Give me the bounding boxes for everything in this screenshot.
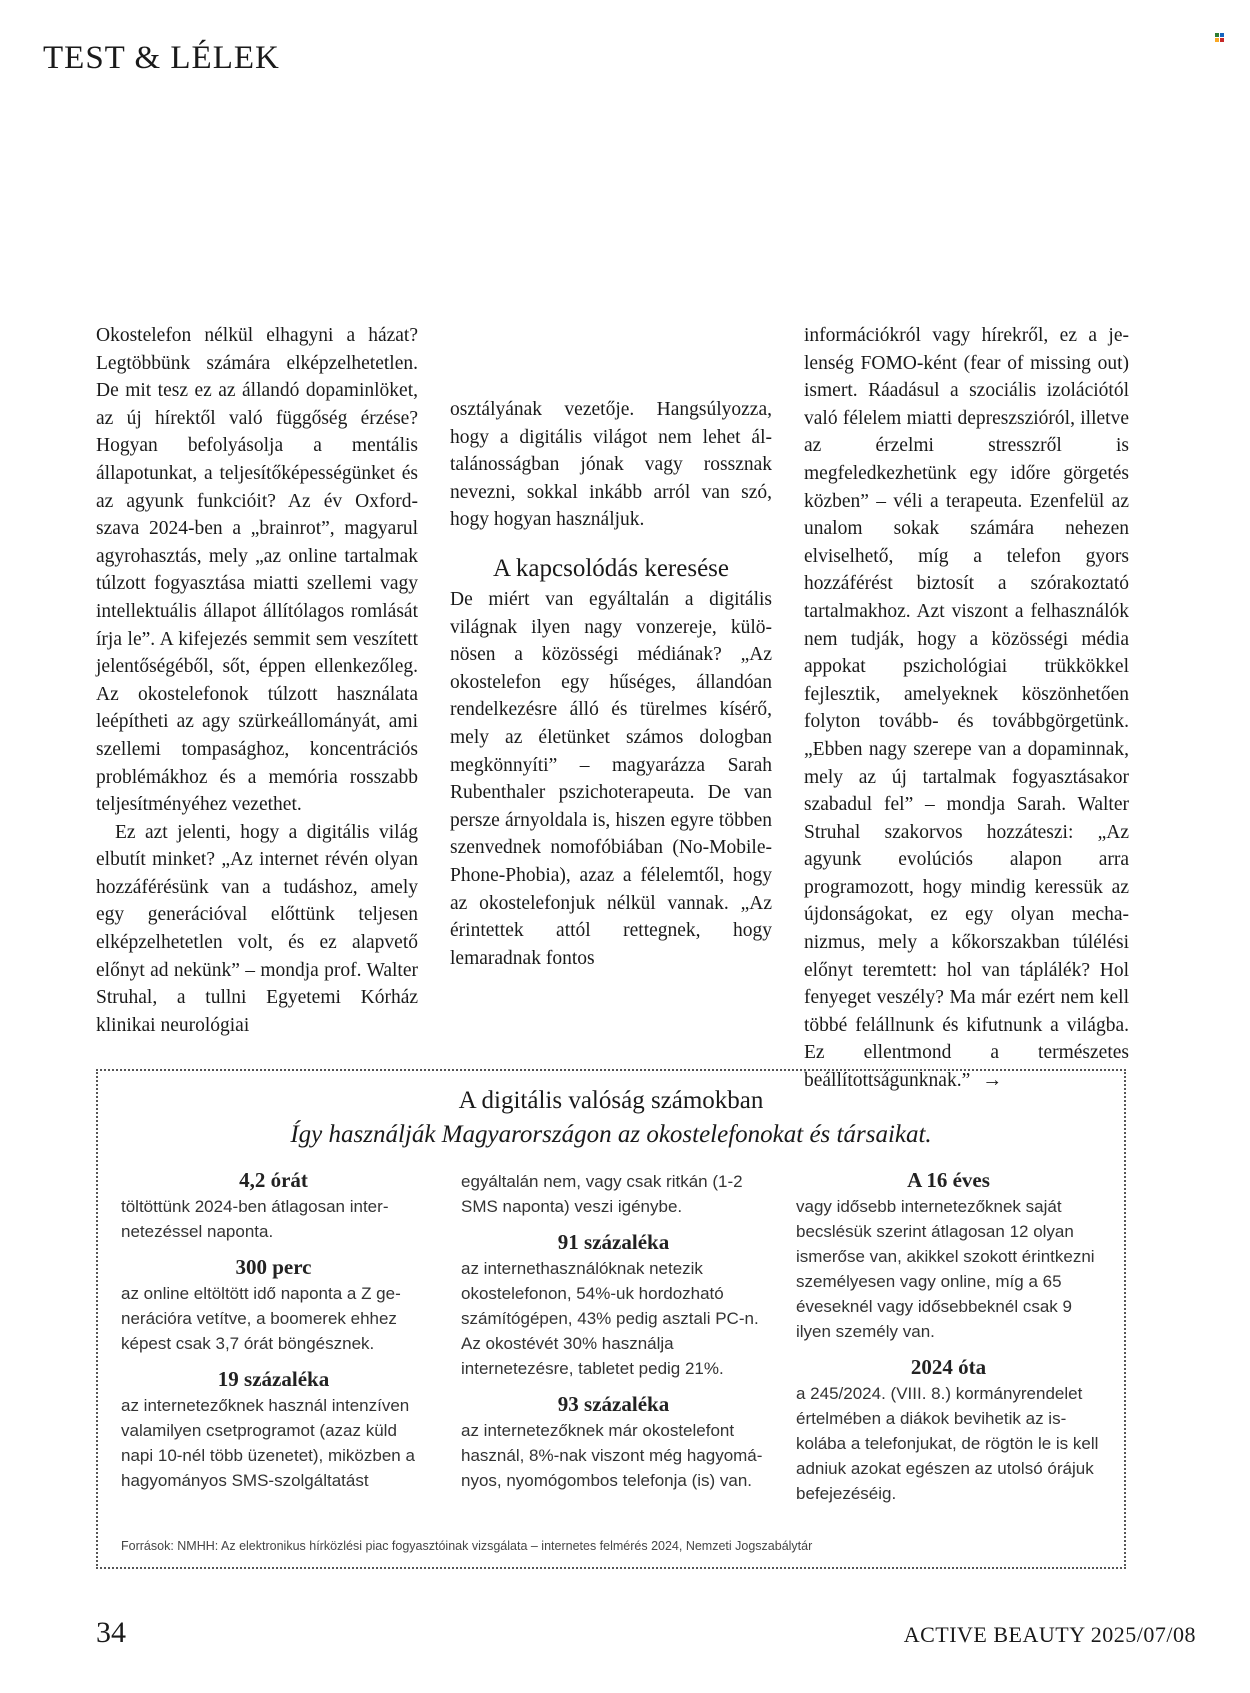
stat-headline: 93 százaléka bbox=[557, 1392, 670, 1416]
stat-text: vagy idősebb internetezőknek saját becslésük szerint átlagosan 12 olyan ismerőse van, akikkel szokott érintkezni személyesen vagy online, míg a 65 éveseknél vagy idősebbeknél csak 9 ilyen személy van. bbox=[796, 1197, 1095, 1341]
stat-text: töltöttünk 2024-ben átlagosan internetezéssel naponta. bbox=[121, 1197, 389, 1241]
stat-text: az internetezőknek használ intenzíven valamilyen csetprogramot (azaz küld napi 10-nél több üzenetet), miközben a hagyományos SMS-szolgáltatást bbox=[121, 1396, 415, 1490]
stat-text: a 245/2024. (VIII. 8.) kormányrendelet értelmében a diákok bevihetik az iskolába a telefonjukat, de rögtön le is kell adniuk azokat egészen az utolsó órájuk befejezéséig. bbox=[796, 1384, 1099, 1503]
stat-item bbox=[461, 1229, 766, 1381]
color-mark-icon bbox=[1215, 33, 1225, 43]
article-paragraph: osztályának vezetője. Hangsúlyozza, hogy a digitális világot nem lehet általánosságban jónak vagy rossznak nevezni, sokkal inkább arról van szó, hogy hogyan használjuk. bbox=[450, 399, 772, 531]
stat-headline: 91 százaléka bbox=[557, 1230, 670, 1254]
stat-item bbox=[461, 1391, 766, 1493]
article-paragraph: De miért van egyáltalán a digitális világnak ilyen nagy vonzereje, különösen a közösségi médiának? „Az okostelefon egy hűséges, állandóan rendelkezésre álló és türelmes kísérő, mely az életünket számos dologban megkönnyíti” – magyarázza Sarah Rubenthaler pszichoterapeuta. De van persze árnyoldala is, hiszen egyre többen szenvednek nomofóbiában (No-Mobile-Phone-Phobia), azaz a félelemtől, hogy az okostelefonjuk nélkül vannak. „Az érintettek attól rettegnek, hogy lemaradnak fontos bbox=[450, 588, 772, 969]
box-subtitle: Így használják Magyarországon az okostelefonokat és társaikat. bbox=[290, 1121, 932, 1148]
stat-item bbox=[796, 1354, 1101, 1506]
section-title: TEST & LÉLEK bbox=[43, 40, 280, 76]
publication-name: ACTIVE BEAUTY 2025/07/08 bbox=[903, 1622, 1196, 1647]
color-mark-square bbox=[1215, 33, 1219, 37]
continue-arrow-icon: → bbox=[982, 1069, 1003, 1092]
article-column-2 bbox=[450, 396, 772, 972]
article-column-3 bbox=[804, 322, 1129, 1095]
article-paragraph: Ez azt jelenti, hogy a digitális világ elbutít minket? „Az internet révén olyan hozzáférésünk van a tudáshoz, amely egy generációval előttünk teljesen elképzelhetetlen volt, és ez alapvető előnyt ad nekünk” – mondja prof. Walter Struhal, a tullni Egyetemi Kórház klinikai neurológiai bbox=[96, 821, 418, 1036]
stat-text: egyáltalán nem, vagy csak ritkán (1-2 SMS naponta) veszi igénybe. bbox=[461, 1172, 743, 1216]
stat-text: az internethasználóknak netezik okostelefonon, 54%-uk hordozható számítógépen, 43% pedig asztali PC-n. Az okostévét 30% használja internetezésre, tabletet pedig 21%. bbox=[461, 1259, 759, 1378]
box-title: A digitális valóság számokban bbox=[458, 1087, 764, 1114]
stat-item bbox=[796, 1167, 1101, 1344]
stat-item bbox=[121, 1366, 426, 1493]
stat-headline: 300 perc bbox=[235, 1255, 312, 1279]
stat-text: az internetezőknek már okostelefont használ, 8%-nak viszont még hagyományos, nyomógombos telefonja (is) van. bbox=[461, 1421, 763, 1490]
article-paragraph: Okostelefon nélkül elhagyni a házat? Legtöbbünk számára elképzelhetetlen. De mit tesz ez az állandó dopaminlöket, az új hírektől való függőség érzése? Hogyan befolyásolja a mentális állapotunkat, a teljesítőképességünket és az agyunk funkcióit? Az év Oxford-szava 2024-ben a „brainrot”, magyarul agyrohasztás, mely „az online tartalmak túlzott fogyasztása miatti szellemi vagy intellektuális állapot állítólagos romlását írja le”. A kifejezés semmit sem veszített jelentőségéből, sőt, éppen ellenkezőleg. Az okostelefonok túlzott használata leépítheti az agy szürkeállományát, ami szellemi tompasághoz, koncentrációs problémákhoz és a memória rosszabb teljesítményéhez vezethet. bbox=[96, 325, 418, 816]
stat-text: az online eltöltött idő naponta a Z generációra vetítve, a boomerek ehhez képest csak 3,7 órát böngésznek. bbox=[121, 1284, 401, 1353]
stats-column-1 bbox=[121, 1167, 426, 1503]
article-subheading: A kapcsolódás keresése bbox=[492, 554, 730, 582]
color-mark-square bbox=[1220, 33, 1224, 37]
stats-column-2 bbox=[461, 1169, 766, 1503]
page-number: 34 bbox=[96, 1616, 126, 1649]
sources-note: Források: NMHH: Az elektronikus hírközlési piac fogyasztóinak vizsgálata – internetes felmérés 2024, Nemzeti Jogszabálytár bbox=[121, 1539, 813, 1553]
article-column-1 bbox=[96, 322, 418, 1039]
stat-headline: 4,2 órát bbox=[239, 1168, 308, 1192]
stat-item bbox=[121, 1254, 426, 1356]
article-paragraph bbox=[804, 322, 1129, 1095]
stat-item bbox=[121, 1167, 426, 1244]
stat-headline: 19 százaléka bbox=[217, 1367, 330, 1391]
article-text: információkról vagy hírekről, ez a jelenség FOMO-ként (fear of missing out) ismert. Ráadásul a szociális izolációtól való félelem miatti depreszszióról, illetve az érzelmi stresszről is megfeledkezhetünk egy időre görgetés közben” – véli a terapeuta. Ezenfelül az unalom sokak számára nehezen elviselhető, míg a telefon gyors hozzáférést biztosít a szórakoztató tartalmakhoz. Azt viszont a felhasználók nem tudják, hogy a közösségi média appokat pszichológiai trükkökkel fejlesztik, amelyeknek köszönhetően folyton tovább- és továbbgörgetünk. „Ebben nagy szerepe van a dopaminnak, mely az új tartalmak fogyasztásakor szabadul fel” – mondja Sarah. Walter Struhal szakorvos hozzáteszi: „Az agyunk evolúciós alapon arra programozott, hogy mindig keressük az újdonságokat, ez egy olyan mechanizmus, mely a kőkorszakban túlélési előnyt teremtett: hol van táplálék? Hol fenyeget veszély? Ma már ezért nem kell többé felállnunk és kifutnunk a világba. Ez ellentmond a természetes beállítottságunknak.” bbox=[804, 325, 1129, 1092]
color-mark-square bbox=[1215, 38, 1219, 42]
stat-headline: A 16 éves bbox=[907, 1168, 990, 1192]
color-mark-square bbox=[1220, 38, 1224, 42]
statistics-box bbox=[96, 1069, 1126, 1569]
stat-headline: 2024 óta bbox=[910, 1355, 987, 1379]
stats-column-3 bbox=[796, 1167, 1101, 1516]
